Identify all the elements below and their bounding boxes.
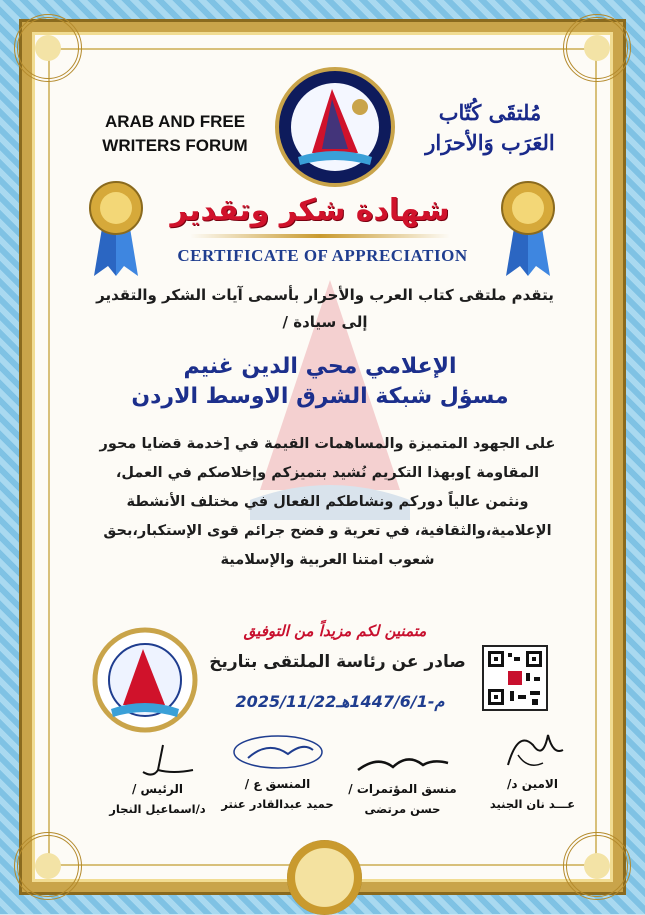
signature-general-coordinator [215, 730, 340, 811]
signature-secretary [470, 725, 595, 811]
signature-name: حسن مرتضى [364, 802, 441, 816]
recipient-block [120, 352, 520, 412]
issue-date: 2025/11/22م-1447/6/1هـ [235, 692, 445, 711]
signature-president [95, 740, 220, 816]
qr-code-icon[interactable] [482, 645, 548, 711]
signature-name: د/اسماعيل النجار [109, 802, 206, 816]
signature-title: الامين د/ [507, 777, 558, 791]
title-divider [190, 234, 450, 238]
recipient-name: الإعلامي محي الدين غنيم [183, 354, 457, 379]
signature-mark-icon [353, 745, 453, 780]
recipient-position: مسؤل شبكة الشرق الاوسط الاردن [131, 384, 509, 409]
certificate-title-ar: شهادة شكر وتقدير [170, 193, 450, 228]
forum-name-ar: مُلتقَى كُتّاب العَرَب وَالأحرَار [425, 100, 555, 155]
forum-name-en: ARAB AND FREE WRITERS FORUM [102, 112, 248, 155]
signature-conference-coordinator [340, 745, 465, 816]
signature-title: المنسق ع / [244, 777, 311, 791]
medal-ribbon-icon [500, 178, 556, 278]
medal-ribbon-icon [88, 178, 144, 278]
corner-ornament-icon [14, 832, 82, 900]
corner-ornament-icon [14, 14, 82, 82]
signature-title: منسق المؤتمرات / [348, 782, 457, 796]
signature-mark-icon [113, 740, 203, 780]
forum-logo-icon [270, 65, 400, 190]
signature-mark-icon [228, 730, 328, 775]
appreciation-body: على الجهود المتميزة والمساهمات القيمة في [خدمة قضايا محور المقاومة ]وبهذا التكريم نُشيد بتميزكم وإخلاصكم في العمل، ونثمن عالياً دوركم ونشاطكم الفعال في مختلف الأنشطة الإعلامية،والثقافية، في تعرية و فضح جرائم قوى الإستكبار،بحق شعوب امتنا العربية والإسلامية [99, 436, 556, 568]
issued-text: صادر عن رئاسة الملتقى بتاريخ [209, 652, 466, 672]
intro-text: يتقدم ملتقى كتاب العرب والأحرار بأسمى آيات الشكر والتقدير إلى سيادة / [96, 286, 554, 331]
corner-ornament-icon [563, 14, 631, 82]
wish-text: متمنين لكم مزيداً من التوفيق [243, 622, 427, 640]
forum-seal-icon [85, 625, 205, 735]
handshake-seal-icon [287, 840, 362, 915]
signature-mark-icon [488, 725, 578, 775]
corner-ornament-icon [563, 832, 631, 900]
signature-name: عـــد نان الجنيد [489, 797, 576, 811]
signature-title: الرئيس / [131, 782, 183, 796]
certificate-title-en: CERTIFICATE OF APPRECIATION [177, 246, 468, 265]
signature-name: حميد عبدالقادر عنتر [221, 797, 334, 811]
